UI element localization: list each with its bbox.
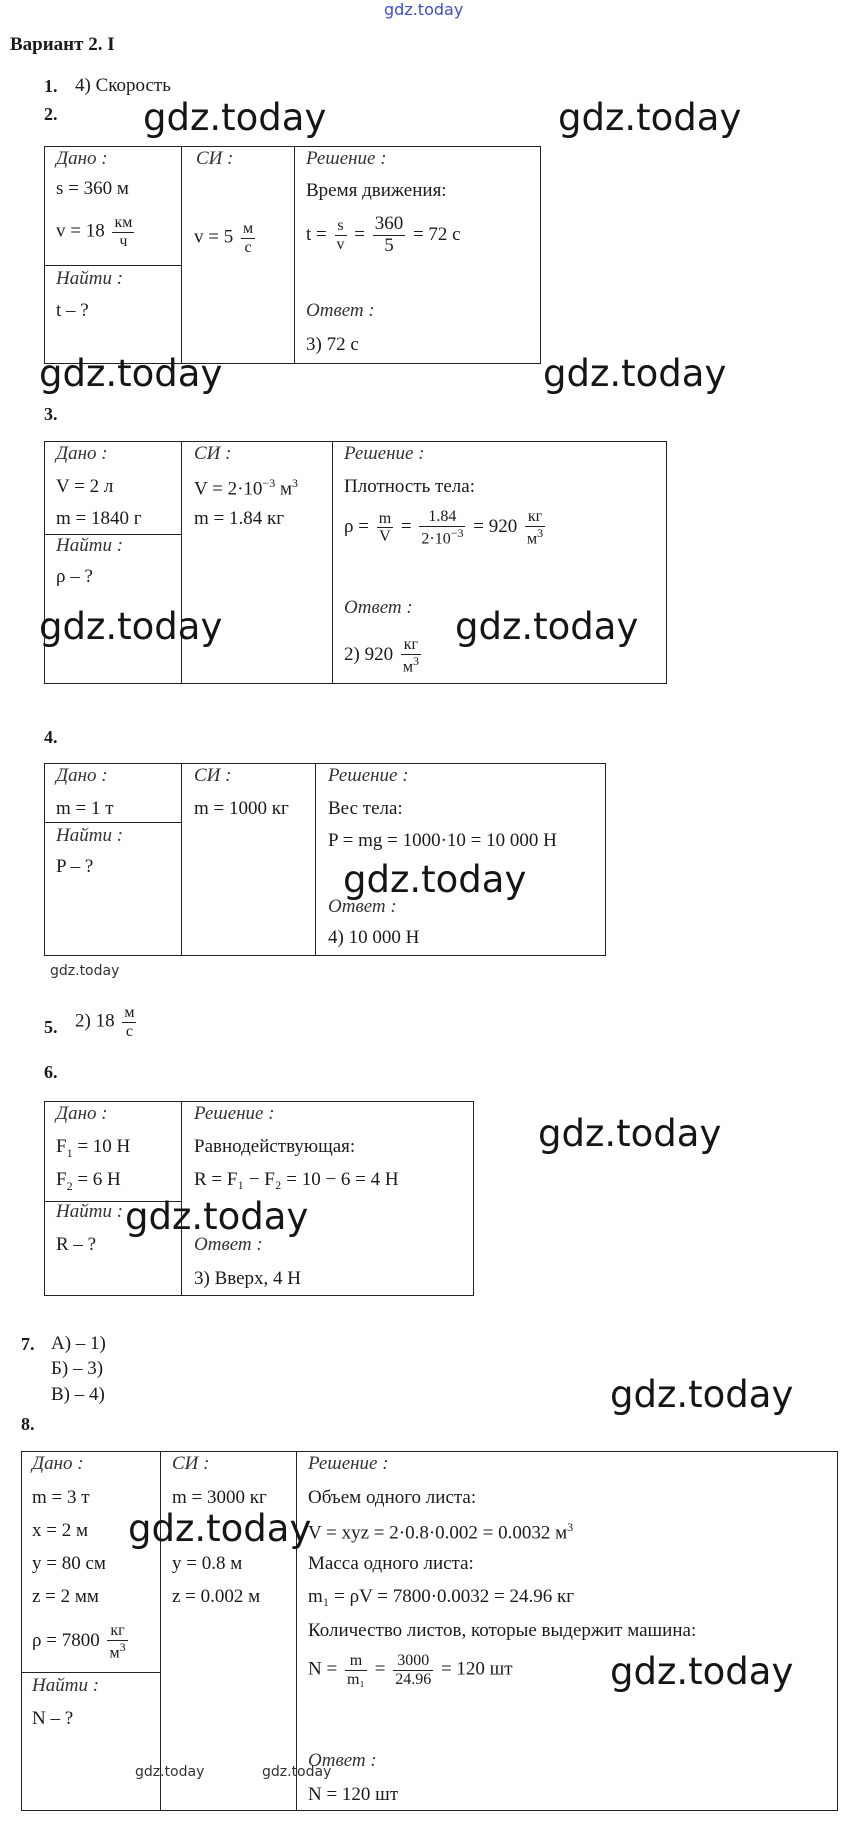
- problem-3-given-V: V = 2 л: [56, 476, 114, 497]
- problem-8-frac-2: [393, 1652, 433, 1688]
- problem-4-divider-1: [181, 763, 182, 956]
- problem-2-solution-t: t =: [306, 223, 327, 245]
- problem-4-given-divider: [44, 822, 181, 823]
- problem-2-eq-sign: =: [354, 223, 365, 245]
- problem-2-given-v-unit-den: ч: [119, 232, 128, 250]
- problem-8-solution-line-2-exp: 3: [567, 1520, 574, 1534]
- problem-5-unit-den: с: [125, 1022, 133, 1040]
- problem-4-find-header: Найти :: [56, 825, 124, 846]
- problem-3-solution-equation: [344, 508, 548, 548]
- problem-6-given-F1: [56, 1136, 130, 1161]
- watermark: gdz.today: [143, 96, 327, 139]
- problem-8-given-rho-unit-num: кг: [107, 1622, 127, 1641]
- problem-8-si-header: СИ :: [172, 1453, 210, 1474]
- problem-2-find: t – ?: [56, 300, 89, 321]
- problem-3-frac-2: [419, 508, 465, 548]
- problem-8-solution-line-1: Объем одного листа:: [308, 1487, 477, 1508]
- watermark-small: gdz.today: [262, 1764, 332, 1780]
- problem-7-number: 7.: [21, 1334, 35, 1354]
- problem-7-line-b: Б) – 3): [51, 1358, 104, 1379]
- problem-4-answer: 4) 10 000 Н: [328, 927, 420, 948]
- problem-3-answer-unit: [401, 636, 421, 676]
- problem-6-given-F2-base: F: [56, 1169, 67, 1190]
- problem-3-answer-unit-num: кг: [401, 636, 421, 655]
- problem-3-answer-header: Ответ :: [344, 597, 413, 618]
- problem-8-solution-line-3: Масса одного листа:: [308, 1553, 474, 1574]
- problem-3-si-m: m = 1.84 кг: [194, 508, 285, 529]
- problem-4-answer-header: Ответ :: [328, 896, 397, 917]
- problem-3-si-V-value: V = 2·10: [194, 478, 263, 500]
- problem-3-si-V-unit: м: [275, 478, 292, 500]
- problem-2-si-v-value: v = 5: [194, 226, 234, 248]
- problem-3-find-header: Найти :: [56, 535, 124, 556]
- watermark: gdz.today: [128, 1507, 312, 1550]
- problem-2-answer: 3) 72 с: [306, 334, 359, 355]
- problem-6-given-F2-sub: 2: [66, 1178, 73, 1193]
- problem-2-solution-equation: [306, 214, 461, 257]
- problem-2-given-v-value: v = 18: [56, 220, 105, 242]
- problem-8-frac-2-num: 3000: [393, 1652, 433, 1671]
- problem-8-answer: N = 120 шт: [308, 1784, 399, 1805]
- page-title: Вариант 2. I: [10, 34, 115, 55]
- problem-6-answer-header: Ответ :: [194, 1234, 263, 1255]
- problem-8-given-rho-unit-den-base: м: [109, 1643, 120, 1661]
- problem-6-given-F2-value: = 6 Н: [72, 1169, 121, 1190]
- problem-7-line-a: А) – 1): [51, 1333, 106, 1354]
- problem-4-number: 4.: [44, 727, 58, 747]
- watermark: gdz.today: [39, 352, 223, 395]
- problem-3-divider-2: [332, 441, 333, 684]
- problem-8-find: N – ?: [32, 1708, 74, 1729]
- problem-8-solution-line-5: Количество листов, которые выдержит машина:: [308, 1620, 697, 1641]
- problem-8-frac-1: [345, 1652, 367, 1688]
- problem-5-answer: [75, 1004, 139, 1040]
- problem-2-answer-header: Ответ :: [306, 300, 375, 321]
- problem-3-unit-num: кг: [525, 508, 545, 527]
- problem-3-frac-2-den: [419, 527, 465, 548]
- problem-2-solution-header: Решение :: [306, 148, 387, 169]
- problem-5-unit-num: м: [124, 1004, 135, 1021]
- problem-8-eq-sign: =: [374, 1658, 386, 1680]
- problem-4-given-header: Дано :: [56, 765, 108, 786]
- watermark-small: gdz.today: [50, 963, 120, 979]
- problem-2-divider-2: [294, 146, 295, 364]
- problem-4-solution-header: Решение :: [328, 765, 409, 786]
- problem-8-divider-1: [160, 1451, 161, 1811]
- problem-3-answer-unit-den-base: м: [402, 657, 413, 675]
- problem-5-number: 5.: [44, 1017, 58, 1037]
- problem-8-given-divider: [21, 1672, 160, 1673]
- problem-3-solution-result: = 920: [473, 516, 518, 538]
- problem-8-given-rho-unit: [107, 1622, 127, 1662]
- problem-8-solution-line-2-text: V = xyz = 2·0.8·0.002 = 0.0032 м: [308, 1522, 568, 1544]
- problem-2-si-header: СИ :: [196, 148, 234, 169]
- problem-2-si-v-unit: [241, 220, 255, 256]
- problem-8-divider-2: [296, 1451, 297, 1811]
- problem-3-frac-2-den-exp: −3: [450, 525, 464, 540]
- problem-8-solution-N: N =: [308, 1658, 338, 1680]
- problem-8-given-rho-unit-den: [107, 1641, 127, 1662]
- watermark: gdz.today: [610, 1373, 794, 1416]
- problem-3-find: ρ – ?: [56, 566, 93, 587]
- problem-2-frac-1: [335, 217, 347, 253]
- problem-4-si-m: m = 1000 кг: [194, 798, 289, 819]
- problem-2-frac-2-den: 5: [384, 234, 394, 256]
- problem-8-frac-2-den: 24.96: [395, 1670, 432, 1688]
- problem-3-answer-unit-den-exp: 3: [412, 653, 419, 668]
- problem-8-given-rho-unit-den-exp: 3: [119, 1639, 126, 1654]
- problem-2-frac-1-num: s: [335, 217, 347, 236]
- problem-3-unit-den-base: м: [526, 529, 538, 547]
- watermark-top: gdz.today: [384, 0, 464, 19]
- problem-2-find-header: Найти :: [56, 268, 124, 289]
- problem-3-answer-unit-den: [401, 655, 421, 676]
- problem-1-answer: 4) Скорость: [75, 75, 171, 96]
- problem-3-si-V-exp: −3: [262, 476, 276, 490]
- problem-3-given-m: m = 1840 г: [56, 508, 142, 529]
- problem-3-given-header: Дано :: [56, 443, 108, 464]
- problem-3-si-header: СИ :: [194, 443, 232, 464]
- problem-3-solution-header: Решение :: [344, 443, 425, 464]
- problem-2-solution-label: Время движения:: [306, 180, 447, 201]
- problem-8-solution-result: = 120 шт: [440, 1658, 513, 1680]
- problem-6-solution-label: Равнодействующая:: [194, 1136, 356, 1157]
- problem-3-solution-label: Плотность тела:: [344, 476, 475, 497]
- problem-2-number: 2.: [44, 104, 58, 124]
- problem-4-solution-label: Вес тела:: [328, 798, 403, 819]
- problem-2-given-v: [56, 214, 137, 250]
- problem-8-si-m: m = 3000 кг: [172, 1487, 267, 1508]
- problem-4-find: P – ?: [56, 856, 94, 877]
- problem-3-frac-1-den: V: [379, 528, 391, 546]
- problem-2-given-s: s = 360 м: [56, 178, 129, 199]
- problem-2-given-v-unit-num: км: [114, 214, 133, 231]
- problem-5-unit: [122, 1004, 136, 1040]
- problem-6-solution-equation: R = F₁ − F₂ = 10 − 6 = 4 Н: [194, 1169, 399, 1190]
- problem-2-si-v-unit-den: с: [244, 238, 252, 256]
- watermark: gdz.today: [343, 858, 527, 901]
- problem-3-frac-1-num: m: [378, 509, 392, 527]
- problem-2-given-divider: [44, 265, 181, 266]
- problem-8-given-x: x = 2 м: [32, 1520, 88, 1541]
- problem-8-solution-equation: [308, 1652, 513, 1688]
- problem-3-eq-sign: =: [400, 516, 412, 538]
- problem-2-si-v-unit-num: м: [242, 220, 254, 237]
- problem-2-si-v: [194, 220, 258, 256]
- problem-3-number: 3.: [44, 404, 58, 424]
- problem-6-answer: 3) Вверх, 4 Н: [194, 1268, 302, 1289]
- problem-8-frac-1-num: m: [345, 1652, 367, 1671]
- watermark-small: gdz.today: [135, 1764, 205, 1780]
- problem-8-given-y: y = 80 см: [32, 1553, 106, 1574]
- problem-6-given-F2: [56, 1169, 121, 1194]
- problem-8-number: 8.: [21, 1414, 35, 1434]
- problem-4-divider-2: [315, 763, 316, 956]
- problem-6-given-header: Дано :: [56, 1103, 108, 1124]
- problem-2-given-v-unit: [112, 214, 134, 250]
- problem-1-number: 1.: [44, 76, 58, 96]
- problem-3-answer: [344, 636, 424, 676]
- problem-8-si-y: y = 0.8 м: [172, 1553, 243, 1574]
- watermark: gdz.today: [538, 1112, 722, 1155]
- watermark: gdz.today: [558, 96, 742, 139]
- problem-3-si-V-unit-exp: 3: [291, 476, 298, 490]
- problem-6-given-F1-sub: 1: [66, 1145, 73, 1160]
- watermark: gdz.today: [543, 352, 727, 395]
- problem-2-divider-1: [181, 146, 182, 364]
- problem-8-given-z: z = 2 мм: [32, 1586, 99, 1607]
- problem-6-solution-header: Решение :: [194, 1103, 275, 1124]
- problem-3-unit-den: [525, 527, 545, 548]
- problem-8-given-rho-value: ρ = 7800: [32, 1630, 100, 1652]
- problem-8-si-z: z = 0.002 м: [172, 1586, 261, 1607]
- problem-8-find-header: Найти :: [32, 1675, 100, 1696]
- problem-6-given-F1-value: = 10 Н: [72, 1136, 131, 1157]
- watermark: gdz.today: [39, 605, 223, 648]
- problem-8-solution-line-4: m₁ = ρV = 7800·0.0032 = 24.96 кг: [308, 1586, 575, 1607]
- problem-2-frac-2-num: 360: [374, 213, 404, 234]
- problem-6-given-F1-base: F: [56, 1136, 67, 1157]
- problem-8-given-m: m = 3 т: [32, 1487, 90, 1508]
- problem-4-given-m: m = 1 т: [56, 798, 114, 819]
- problem-4-solution-equation: P = mg = 1000·10 = 10 000 Н: [328, 830, 557, 851]
- watermark: gdz.today: [455, 605, 639, 648]
- problem-8-solution-header: Решение :: [308, 1453, 389, 1474]
- problem-3-solution-rho: ρ =: [344, 516, 369, 538]
- problem-3-frac-1: [377, 510, 393, 546]
- problem-8-given-header: Дано :: [32, 1453, 84, 1474]
- problem-3-frac-2-den-base: 2·10: [421, 529, 451, 547]
- problem-3-si-V: [194, 476, 298, 500]
- problem-4-si-header: СИ :: [194, 765, 232, 786]
- problem-5-answer-value: 2) 18: [75, 1010, 115, 1032]
- problem-8-answer-header: Ответ :: [308, 1750, 377, 1771]
- problem-6-find: R – ?: [56, 1234, 97, 1255]
- watermark: gdz.today: [610, 1650, 794, 1693]
- problem-3-answer-value: 2) 920: [344, 644, 394, 666]
- problem-3-unit-den-exp: 3: [537, 525, 544, 540]
- problem-2-frac-2: [373, 214, 406, 257]
- problem-8-solution-line-2: [308, 1520, 573, 1544]
- problem-2-given-header: Дано :: [56, 148, 108, 169]
- problem-2-frac-1-den: v: [336, 235, 345, 253]
- problem-6-number: 6.: [44, 1062, 58, 1082]
- problem-2-solution-result: = 72 с: [412, 223, 461, 245]
- problem-8-frac-1-den: m₁: [346, 1670, 365, 1688]
- problem-3-frac-2-num: 1.84: [419, 508, 465, 527]
- problem-6-find-header: Найти :: [56, 1201, 124, 1222]
- watermark: gdz.today: [125, 1195, 309, 1238]
- problem-3-unit: [525, 508, 545, 548]
- problem-8-given-rho: [32, 1622, 131, 1662]
- problem-7-line-c: В) – 4): [51, 1384, 105, 1405]
